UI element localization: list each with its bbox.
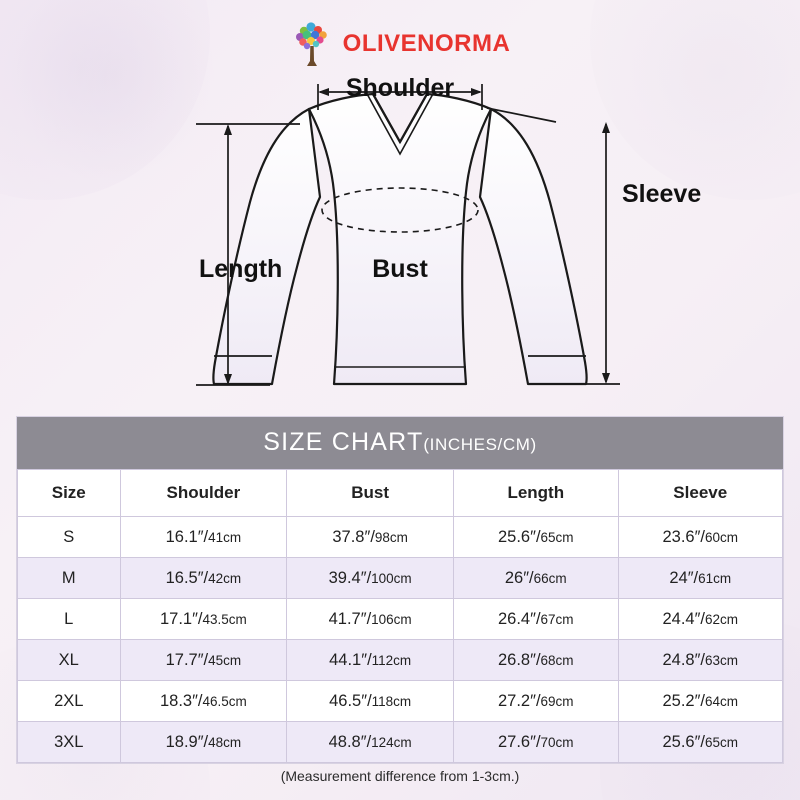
cell-size: M: [18, 558, 121, 599]
cell-sleeve: 25.6″/65cm: [618, 722, 783, 763]
table-row: [18, 722, 783, 763]
shoulder-label: Shoulder: [345, 74, 455, 102]
tree-logo-icon: [290, 21, 334, 67]
cell-sleeve: 24.8″/63cm: [618, 640, 783, 681]
table-row: [18, 558, 783, 599]
garment-illustration: [0, 62, 800, 412]
table-header-row: [18, 470, 783, 517]
column-header-length: Length: [454, 470, 618, 517]
table-row: [18, 640, 783, 681]
garment-shape: [213, 94, 586, 384]
bust-label: Bust: [372, 255, 428, 283]
cell-shoulder: 18.9″/48cm: [120, 722, 287, 763]
column-header-bust: Bust: [287, 470, 454, 517]
size-chart-title-unit: (INCHES/CM): [423, 435, 537, 454]
cell-sleeve: 23.6″/60cm: [618, 517, 783, 558]
cell-bust: 39.4″/100cm: [287, 558, 454, 599]
cell-length: 25.6″/65cm: [454, 517, 618, 558]
column-header-shoulder: Shoulder: [120, 470, 287, 517]
cell-bust: 48.8″/124cm: [287, 722, 454, 763]
table-row: [18, 517, 783, 558]
cell-size: 3XL: [18, 722, 121, 763]
cell-sleeve: 24″/61cm: [618, 558, 783, 599]
table-row: [18, 599, 783, 640]
length-label: Length: [199, 255, 283, 283]
cell-size: XL: [18, 640, 121, 681]
cell-shoulder: 18.3″/46.5cm: [120, 681, 287, 722]
cell-bust: 37.8″/98cm: [287, 517, 454, 558]
cell-shoulder: 16.5″/42cm: [120, 558, 287, 599]
cell-shoulder: 17.7″/45cm: [120, 640, 287, 681]
size-chart-table-wrapper: [16, 416, 784, 764]
cell-bust: 41.7″/106cm: [287, 599, 454, 640]
cell-sleeve: 24.4″/62cm: [618, 599, 783, 640]
cell-bust: 46.5″/118cm: [287, 681, 454, 722]
cell-shoulder: 16.1″/41cm: [120, 517, 287, 558]
cell-sleeve: 25.2″/64cm: [618, 681, 783, 722]
measurement-footnote: (Measurement difference from 1-3cm.): [280, 768, 520, 784]
cell-size: 2XL: [18, 681, 121, 722]
brand-name: OLIVENORMA: [342, 30, 511, 57]
cell-length: 26″/66cm: [454, 558, 618, 599]
cell-length: 26.4″/67cm: [454, 599, 618, 640]
column-header-sleeve: Sleeve: [618, 470, 783, 517]
cell-size: L: [18, 599, 121, 640]
table-row: [18, 681, 783, 722]
cell-bust: 44.1″/112cm: [287, 640, 454, 681]
size-chart-title: [17, 417, 783, 469]
cell-length: 27.2″/69cm: [454, 681, 618, 722]
size-chart-title-main: SIZE CHART: [263, 428, 424, 456]
cell-length: 27.6″/70cm: [454, 722, 618, 763]
column-header-size: Size: [18, 470, 121, 517]
cell-length: 26.8″/68cm: [454, 640, 618, 681]
cell-shoulder: 17.1″/43.5cm: [120, 599, 287, 640]
size-chart-table: [17, 469, 783, 763]
cell-size: S: [18, 517, 121, 558]
sleeve-label: Sleeve: [622, 180, 702, 208]
